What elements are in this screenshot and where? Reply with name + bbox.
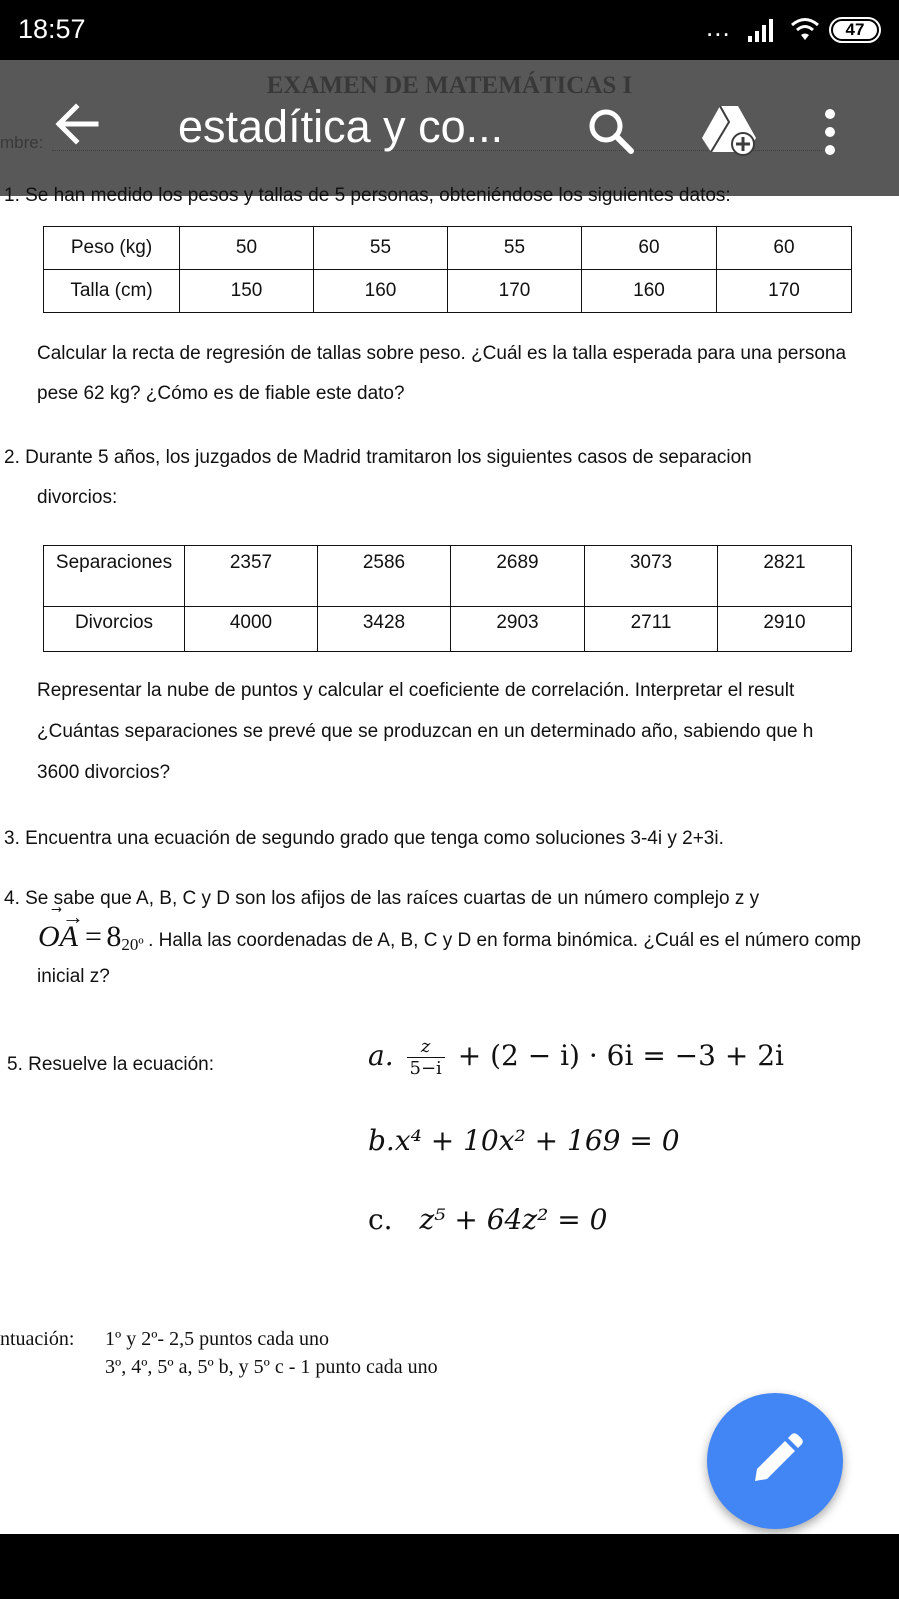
question-3-text: 3. Encuentra una ecuación de segundo grado que tenga como soluciones 3-4i y 2+3i.	[4, 828, 724, 849]
table-cell: 160	[314, 270, 448, 313]
table-cell: 150	[180, 270, 314, 313]
equation-c-label: c.	[368, 1203, 393, 1236]
question-2-line-1: 2. Durante 5 años, los juzgados de Madrid tramitaron los siguientes casos de separacion	[4, 447, 752, 468]
table-cell: 2586	[318, 546, 451, 607]
scoring-line-2: 3º, 4º, 5º a, 5º b, y 5º c - 1 punto cada uno	[105, 1356, 438, 1378]
pencil-icon	[745, 1431, 805, 1491]
question-4-line-2	[38, 904, 861, 964]
table-cell: 160	[582, 270, 717, 313]
table-cell: Peso (kg)	[44, 227, 180, 270]
question-1-text: 1. Se han medido los pesos y tallas de 5 personas, obteniéndose los siguientes datos:	[4, 185, 731, 206]
question-2-line-2: divorcios:	[37, 487, 118, 508]
question-2-line-3: Representar la nube de puntos y calcular el coeficiente de correlación. Interpretar el result	[37, 680, 795, 701]
table-cell: 3073	[585, 546, 718, 607]
table-row	[44, 227, 852, 270]
more-vert-icon[interactable]	[820, 108, 840, 156]
battery-level: 47	[845, 20, 865, 39]
table-cell: 2910	[718, 607, 852, 652]
table-cell: 60	[717, 227, 852, 270]
search-icon[interactable]	[586, 106, 636, 156]
table-cell: 3428	[318, 607, 451, 652]
signal-icon	[748, 18, 774, 42]
table-cell: 170	[717, 270, 852, 313]
table-cell: 2357	[185, 546, 318, 607]
equation-a-fraction	[407, 1036, 445, 1079]
equation-b-label: b.	[368, 1124, 395, 1157]
table-cell: 2689	[451, 546, 585, 607]
clock: 18:57	[18, 14, 86, 44]
table-row	[44, 270, 852, 313]
question-2-line-4: ¿Cuántas separaciones se prevé que se produzcan en un determinado año, sabiendo que h	[37, 721, 814, 742]
document-name-title: estadítica y co...	[178, 101, 504, 152]
table-cell: 50	[180, 227, 314, 270]
table-cell: 170	[448, 270, 582, 313]
fraction-denominator: 5−i	[409, 1058, 442, 1079]
scoring-label: ntuación:	[0, 1328, 75, 1350]
fraction-numerator: z	[407, 1036, 445, 1058]
question-5-label: 5. Resuelve la ecuación:	[7, 1054, 215, 1075]
question-1-line-1: Calcular la recta de regresión de tallas sobre peso. ¿Cuál es la talla esperada para una persona	[37, 343, 847, 364]
table-cell: Divorcios	[44, 607, 185, 652]
scoring-line-1: 1º y 2º- 2,5 puntos cada uno	[105, 1328, 330, 1350]
status-bar	[0, 0, 899, 60]
wifi-icon	[790, 16, 820, 42]
separations-divorces-table	[43, 545, 852, 652]
vector-modulus: 8	[106, 920, 122, 953]
question-4-line-3: inicial z?	[37, 966, 110, 987]
notification-dots: ...	[706, 12, 731, 42]
equation-b-text: x⁴ + 10x² + 169 = 0	[394, 1124, 680, 1157]
equation-c	[368, 1203, 607, 1236]
edit-fab-button[interactable]	[707, 1393, 843, 1529]
table-cell: 2711	[585, 607, 718, 652]
table-cell: Talla (cm)	[44, 270, 180, 313]
vector-label: OA	[38, 920, 78, 953]
table-cell: 2903	[451, 607, 585, 652]
question-4-line-2-text: . Halla las coordenadas de A, B, C y D en forma binómica. ¿Cuál es el número comp	[148, 930, 861, 951]
question-1-line-2: pese 62 kg? ¿Cómo es de fiable este dato?	[37, 383, 405, 404]
arrow-back-icon[interactable]	[52, 100, 100, 148]
equation-a-label: a.	[368, 1039, 394, 1072]
table-cell: 60	[582, 227, 717, 270]
weight-height-table	[43, 226, 852, 313]
table-row	[44, 607, 852, 652]
table-cell: Separaciones	[44, 546, 185, 607]
table-cell: 55	[314, 227, 448, 270]
table-cell: 55	[448, 227, 582, 270]
table-cell: 2821	[718, 546, 852, 607]
equation-a	[368, 1036, 784, 1079]
vector-argument: 20º	[121, 935, 144, 955]
equals-sign: =	[84, 920, 102, 953]
table-row	[44, 546, 852, 607]
battery-icon	[829, 17, 881, 43]
equation-b	[368, 1124, 680, 1157]
vector-arrow-icon: ⃗→	[62, 904, 84, 929]
equation-a-rest: + (2 − i) · 6i = −3 + 2i	[457, 1039, 784, 1072]
equation-c-text: z⁵ + 64z² = 0	[419, 1203, 608, 1236]
drive-add-icon[interactable]	[701, 104, 757, 156]
vector-oa	[38, 904, 85, 953]
navigation-bar	[0, 1534, 899, 1599]
question-4-line-1: 4. Se sabe que A, B, C y D son los afijos de las raíces cuartas de un número complejo z y	[4, 888, 760, 909]
table-cell: 4000	[185, 607, 318, 652]
question-2-line-5: 3600 divorcios?	[37, 762, 171, 783]
